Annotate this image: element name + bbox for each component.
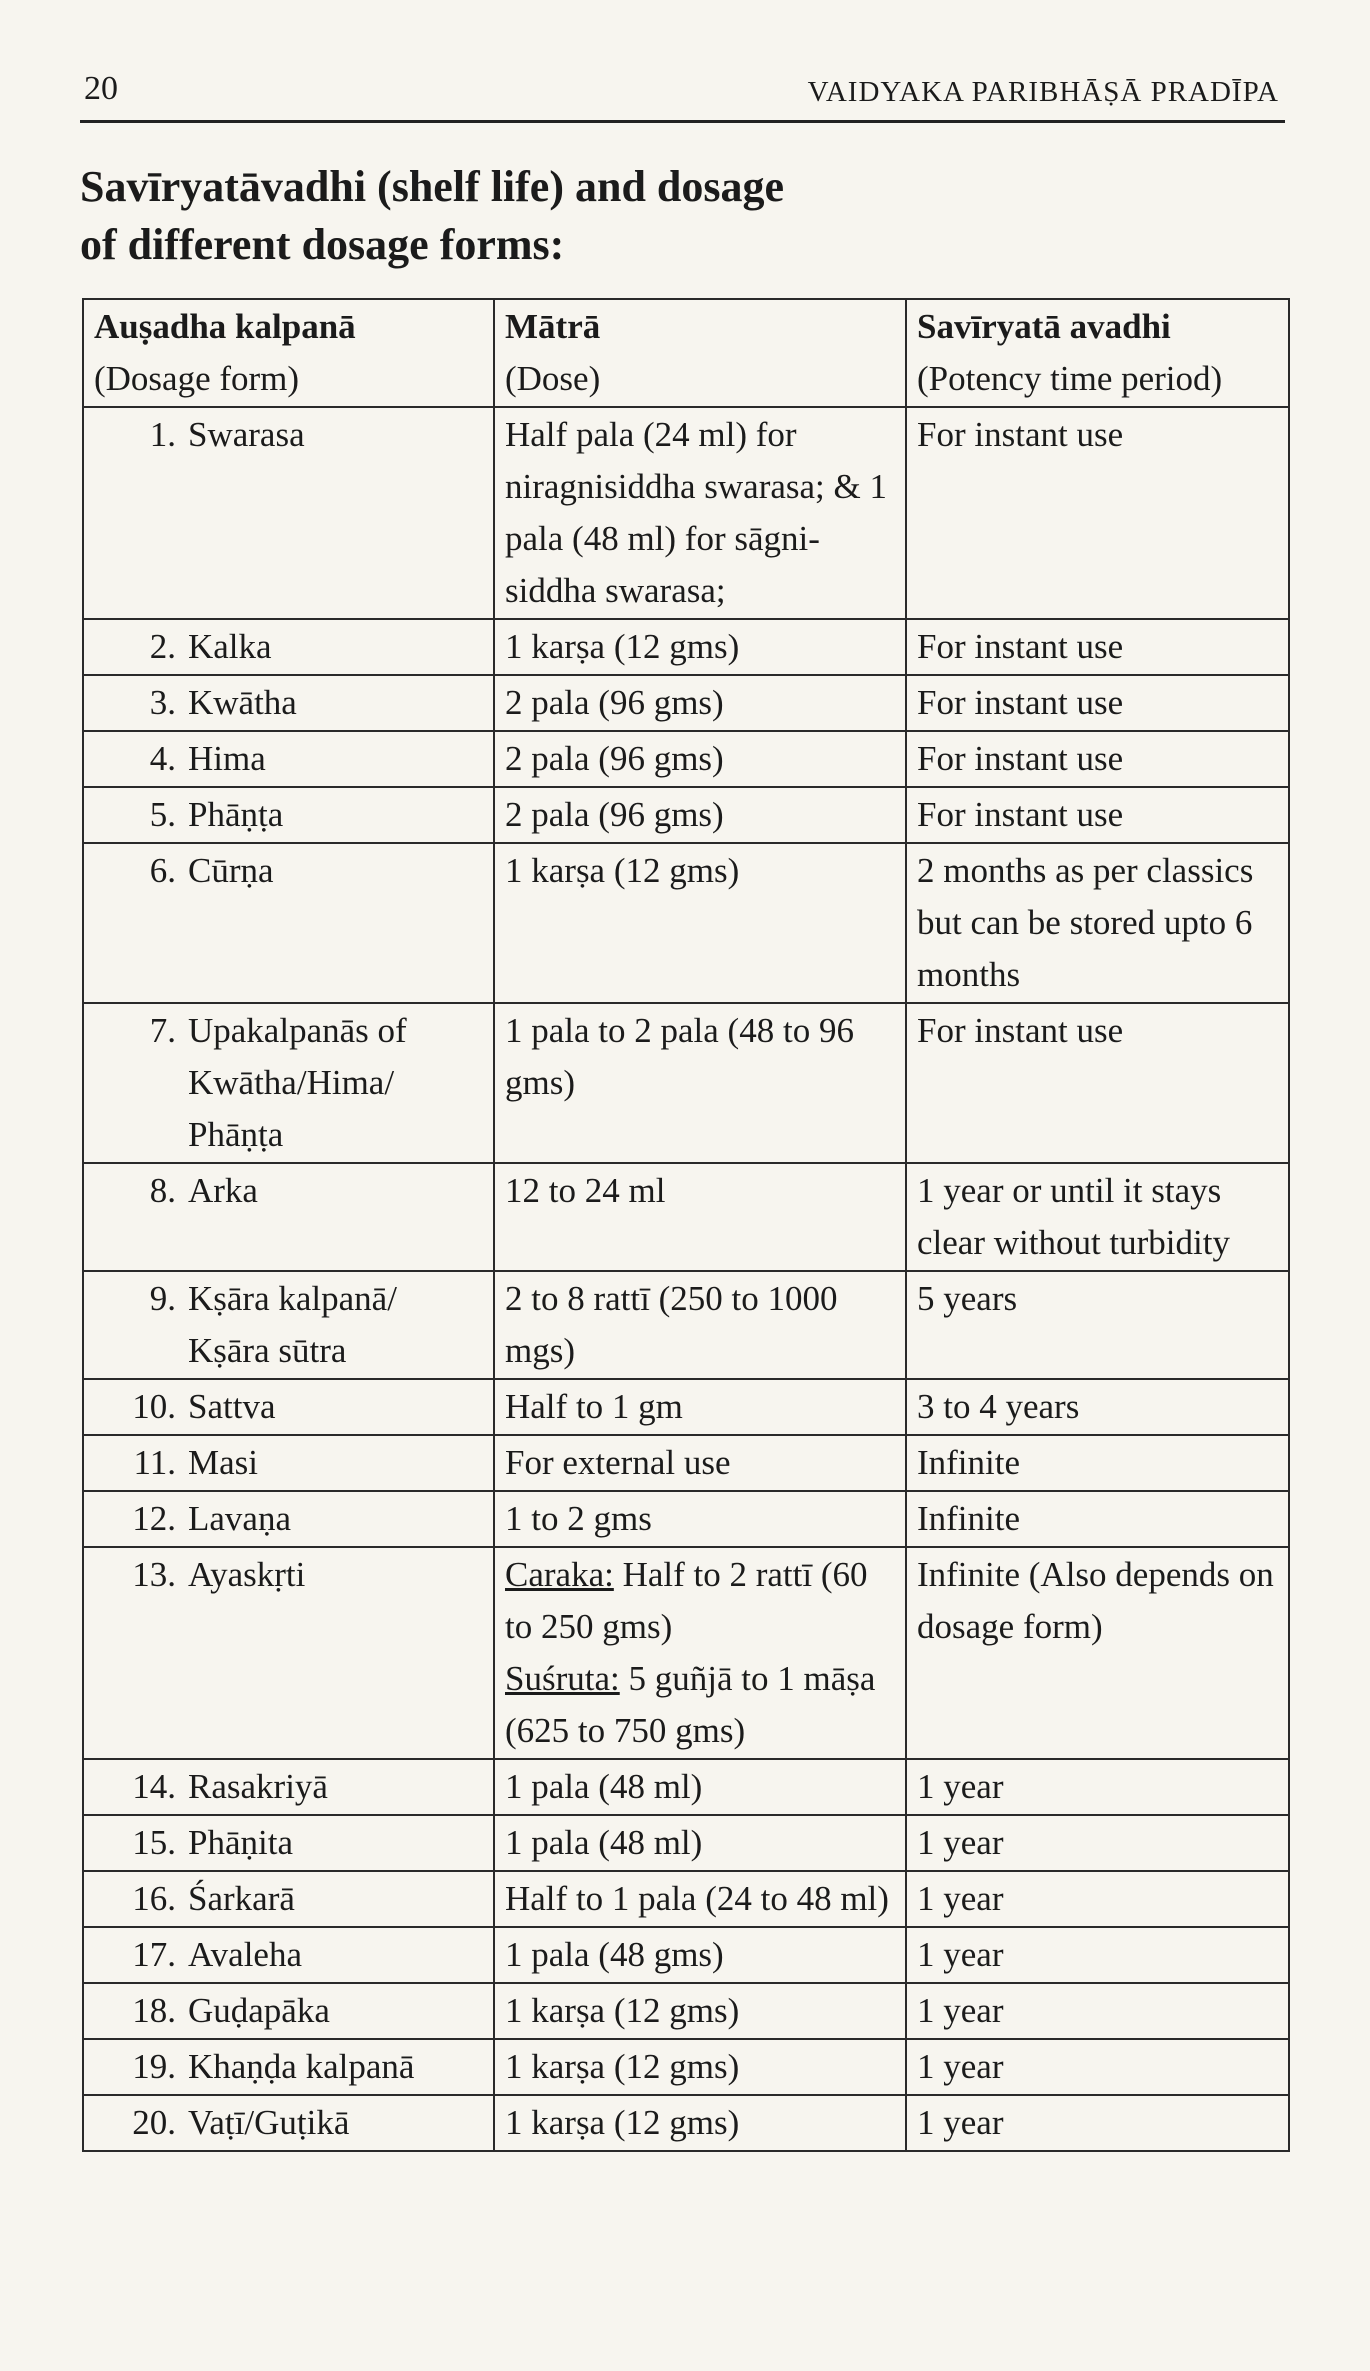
dose-text: 1 pala (48 ml) <box>505 1767 703 1806</box>
shelf-life-cell <box>906 1163 1289 1271</box>
dosage-form-name: Guḍapāka <box>188 1991 330 2030</box>
table-row <box>83 2039 1289 2095</box>
dosage-form-name: Avaleha <box>188 1935 303 1974</box>
dose-cell <box>494 1003 906 1163</box>
dosage-form-cell <box>83 1003 494 1163</box>
dose-cell <box>494 407 906 619</box>
table-row <box>83 675 1289 731</box>
dose-cell <box>494 1491 906 1547</box>
dose-cell <box>494 731 906 787</box>
shelf-life-cell <box>906 1547 1289 1759</box>
row-number: 18. <box>132 1991 176 2030</box>
dose-text: 2 pala (96 gms) <box>505 739 724 778</box>
dose-cell <box>494 1271 906 1379</box>
dose-text: 2 pala (96 gms) <box>505 683 724 722</box>
dose-text: Half pala (24 ml) for niragnisiddha swarasa; & 1 pala (48 ml) for sāgni-siddha swarasa; <box>505 415 887 610</box>
shelf-life-cell <box>906 843 1289 1003</box>
dosage-form-cell <box>83 1547 494 1759</box>
dosage-form-cell <box>83 1815 494 1871</box>
dose-susruta <box>505 1659 875 1750</box>
dose-text: 1 karṣa (12 gms) <box>505 1991 740 2030</box>
shelf-life-text: 1 year or until it stays clear without turbidity <box>917 1171 1230 1262</box>
dosage-form-name: Masi <box>188 1443 258 1482</box>
dosage-form-name: Cūrṇa <box>188 851 274 890</box>
dosage-form-cell <box>83 787 494 843</box>
dose-text: 1 karṣa (12 gms) <box>505 2103 740 2142</box>
shelf-life-text: For instant use <box>917 627 1124 666</box>
dose-text: 1 pala (48 gms) <box>505 1935 724 1974</box>
shelf-life-cell <box>906 1871 1289 1927</box>
dosage-table <box>82 298 1290 2152</box>
dose-cell <box>494 843 906 1003</box>
dosage-form-cell <box>83 1163 494 1271</box>
dose-cell <box>494 619 906 675</box>
dose-cell <box>494 1379 906 1435</box>
dosage-form-cell <box>83 1927 494 1983</box>
shelf-life-text: For instant use <box>917 795 1124 834</box>
row-number: 12. <box>132 1499 176 1538</box>
shelf-life-text: 1 year <box>917 1823 1004 1862</box>
dosage-form-cell <box>83 843 494 1003</box>
row-number: 14. <box>132 1767 176 1806</box>
dosage-form-name: Lavaṇa <box>188 1499 291 1538</box>
table-row <box>83 1547 1289 1759</box>
dose-cell <box>494 1163 906 1271</box>
shelf-life-cell <box>906 1379 1289 1435</box>
dose-text: For external use <box>505 1443 731 1482</box>
shelf-life-text: 1 year <box>917 1879 1004 1918</box>
dose-cell <box>494 1547 906 1759</box>
dose-text: 2 to 8 rattī (250 to 1000 mgs) <box>505 1279 838 1370</box>
table-row <box>83 843 1289 1003</box>
row-number: 11. <box>133 1443 176 1482</box>
shelf-life-cell <box>906 1983 1289 2039</box>
shelf-life-text: For instant use <box>917 739 1124 778</box>
dosage-form-name: Vaṭī/Guṭikā <box>188 2103 350 2142</box>
table-row <box>83 1871 1289 1927</box>
dose-cell <box>494 1871 906 1927</box>
row-number: 15. <box>132 1823 176 1862</box>
table-row <box>83 1271 1289 1379</box>
dosage-form-name: Ayaskṛti <box>188 1555 306 1594</box>
row-number: 7. <box>149 1011 176 1050</box>
dosage-form-cell <box>83 1759 494 1815</box>
table-row <box>83 1435 1289 1491</box>
shelf-life-cell <box>906 619 1289 675</box>
dose-cell <box>494 1435 906 1491</box>
dose-cell <box>494 675 906 731</box>
row-number: 4. <box>149 739 176 778</box>
dose-caraka-label: Caraka: <box>505 1555 614 1594</box>
header-dose-main: Mātrā <box>505 307 601 346</box>
shelf-life-text: For instant use <box>917 415 1124 454</box>
row-number: 20. <box>132 2103 176 2142</box>
dosage-form-name: Upakalpanās of Kwātha/Hima/ Phāṇṭa <box>188 1011 407 1154</box>
table-row <box>83 787 1289 843</box>
shelf-life-cell <box>906 2095 1289 2151</box>
dose-text: 1 pala to 2 pala (48 to 96 gms) <box>505 1011 854 1102</box>
dosage-form-name: Hima <box>188 739 266 778</box>
shelf-life-cell <box>906 1271 1289 1379</box>
table-row <box>83 2095 1289 2151</box>
dose-cell <box>494 1927 906 1983</box>
row-number: 19. <box>132 2047 176 2086</box>
shelf-life-text: 1 year <box>917 1767 1004 1806</box>
dosage-form-name: Swarasa <box>188 415 305 454</box>
shelf-life-cell <box>906 787 1289 843</box>
shelf-life-text: 3 to 4 years <box>917 1387 1080 1426</box>
row-number: 1. <box>149 415 176 454</box>
table-row <box>83 731 1289 787</box>
shelf-life-cell <box>906 1003 1289 1163</box>
dosage-form-name: Śarkarā <box>188 1879 295 1918</box>
shelf-life-cell <box>906 1815 1289 1871</box>
dosage-form-cell <box>83 1871 494 1927</box>
dose-caraka-text: Half to 2 rattī (60 to 250 gms) <box>505 1555 868 1646</box>
row-number: 13. <box>132 1555 176 1594</box>
table-row <box>83 1379 1289 1435</box>
shelf-life-text: Infinite <box>917 1499 1021 1538</box>
shelf-life-text: 2 months as per classics but can be stored upto 6 months <box>917 851 1254 994</box>
dosage-form-name: Rasakriyā <box>188 1767 328 1806</box>
header-shelf-life <box>906 299 1289 407</box>
dose-text: 1 to 2 gms <box>505 1499 652 1538</box>
shelf-life-text: For instant use <box>917 1011 1124 1050</box>
header-dosage-form-sub: (Dosage form) <box>94 359 300 398</box>
shelf-life-cell <box>906 675 1289 731</box>
dosage-form-cell <box>83 407 494 619</box>
dosage-form-name: Kṣāra kalpanā/ Kṣāra sūtra <box>188 1279 397 1370</box>
shelf-life-text: 1 year <box>917 1991 1004 2030</box>
row-number: 6. <box>149 851 176 890</box>
row-number: 16. <box>132 1879 176 1918</box>
dose-text: 1 pala (48 ml) <box>505 1823 703 1862</box>
table-header-row <box>83 299 1289 407</box>
shelf-life-text: 1 year <box>917 2047 1004 2086</box>
dosage-form-cell <box>83 1983 494 2039</box>
dose-susruta-text: 5 guñjā to 1 māṣa (625 to 750 gms) <box>505 1659 876 1750</box>
row-number: 3. <box>149 683 176 722</box>
shelf-life-cell <box>906 2039 1289 2095</box>
dose-susruta-label: Suśruta: <box>505 1659 620 1698</box>
row-number: 5. <box>149 795 176 834</box>
dosage-form-name: Phāṇṭa <box>188 795 284 834</box>
dose-cell <box>494 2095 906 2151</box>
shelf-life-text: Infinite (Also depends on dosage form) <box>917 1555 1274 1646</box>
dosage-form-name: Arka <box>188 1171 258 1210</box>
row-number: 17. <box>132 1935 176 1974</box>
running-title: VAIDYAKA PARIBHĀṢĀ PRADĪPA <box>807 76 1279 108</box>
dosage-form-name: Kalka <box>188 627 272 666</box>
table-row <box>83 407 1289 619</box>
shelf-life-text: For instant use <box>917 683 1124 722</box>
dose-text: 1 karṣa (12 gms) <box>505 627 740 666</box>
shelf-life-cell <box>906 407 1289 619</box>
dosage-form-name: Kwātha <box>188 683 297 722</box>
header-dosage-form-main: Auṣadha kalpanā <box>94 307 356 346</box>
header-dose <box>494 299 906 407</box>
shelf-life-cell <box>906 1491 1289 1547</box>
shelf-life-text: 1 year <box>917 2103 1004 2142</box>
shelf-life-cell <box>906 731 1289 787</box>
header-shelf-life-sub: (Potency time period) <box>917 359 1223 398</box>
shelf-life-cell <box>906 1435 1289 1491</box>
dosage-form-cell <box>83 2095 494 2151</box>
dosage-form-cell <box>83 675 494 731</box>
shelf-life-cell <box>906 1759 1289 1815</box>
header-dosage-form <box>83 299 494 407</box>
dose-text: 1 karṣa (12 gms) <box>505 851 740 890</box>
dose-text: 2 pala (96 gms) <box>505 795 724 834</box>
dosage-form-cell <box>83 1435 494 1491</box>
row-number: 10. <box>132 1387 176 1426</box>
table-row <box>83 1003 1289 1163</box>
dosage-form-name: Sattva <box>188 1387 276 1426</box>
shelf-life-text: Infinite <box>917 1443 1021 1482</box>
table-row <box>83 1491 1289 1547</box>
dose-caraka <box>505 1555 868 1646</box>
shelf-life-text: 1 year <box>917 1935 1004 1974</box>
section-title <box>80 158 1280 274</box>
dosage-form-cell <box>83 619 494 675</box>
table-row <box>83 1815 1289 1871</box>
dose-cell <box>494 787 906 843</box>
dose-text: 12 to 24 ml <box>505 1171 666 1210</box>
dosage-form-cell <box>83 1379 494 1435</box>
table-body <box>83 407 1289 2151</box>
dosage-form-cell <box>83 2039 494 2095</box>
section-title-line-1: Savīryatāvadhi (shelf life) and dosage <box>80 162 785 211</box>
page-number: 20 <box>84 70 118 107</box>
dose-text: 1 karṣa (12 gms) <box>505 2047 740 2086</box>
dosage-form-cell <box>83 1271 494 1379</box>
section-title-line-2: of different dosage forms: <box>80 220 565 269</box>
dose-cell <box>494 1815 906 1871</box>
dosage-form-name: Khaṇḍa kalpanā <box>188 2047 415 2086</box>
dosage-form-cell <box>83 1491 494 1547</box>
dose-cell <box>494 1983 906 2039</box>
table-row <box>83 1163 1289 1271</box>
table-row <box>83 1759 1289 1815</box>
dose-text: Half to 1 gm <box>505 1387 683 1426</box>
table-row <box>83 1983 1289 2039</box>
dose-cell <box>494 1759 906 1815</box>
dose-cell <box>494 2039 906 2095</box>
shelf-life-text: 5 years <box>917 1279 1018 1318</box>
dose-text: Half to 1 pala (24 to 48 ml) <box>505 1879 889 1918</box>
dosage-form-cell <box>83 731 494 787</box>
table-row <box>83 619 1289 675</box>
header-shelf-life-main: Savīryatā avadhi <box>917 307 1171 346</box>
page-header <box>80 66 1285 123</box>
dosage-form-name: Phāṇita <box>188 1823 293 1862</box>
row-number: 8. <box>149 1171 176 1210</box>
shelf-life-cell <box>906 1927 1289 1983</box>
header-dose-sub: (Dose) <box>505 359 601 398</box>
row-number: 9. <box>149 1279 176 1318</box>
row-number: 2. <box>149 627 176 666</box>
table-row <box>83 1927 1289 1983</box>
